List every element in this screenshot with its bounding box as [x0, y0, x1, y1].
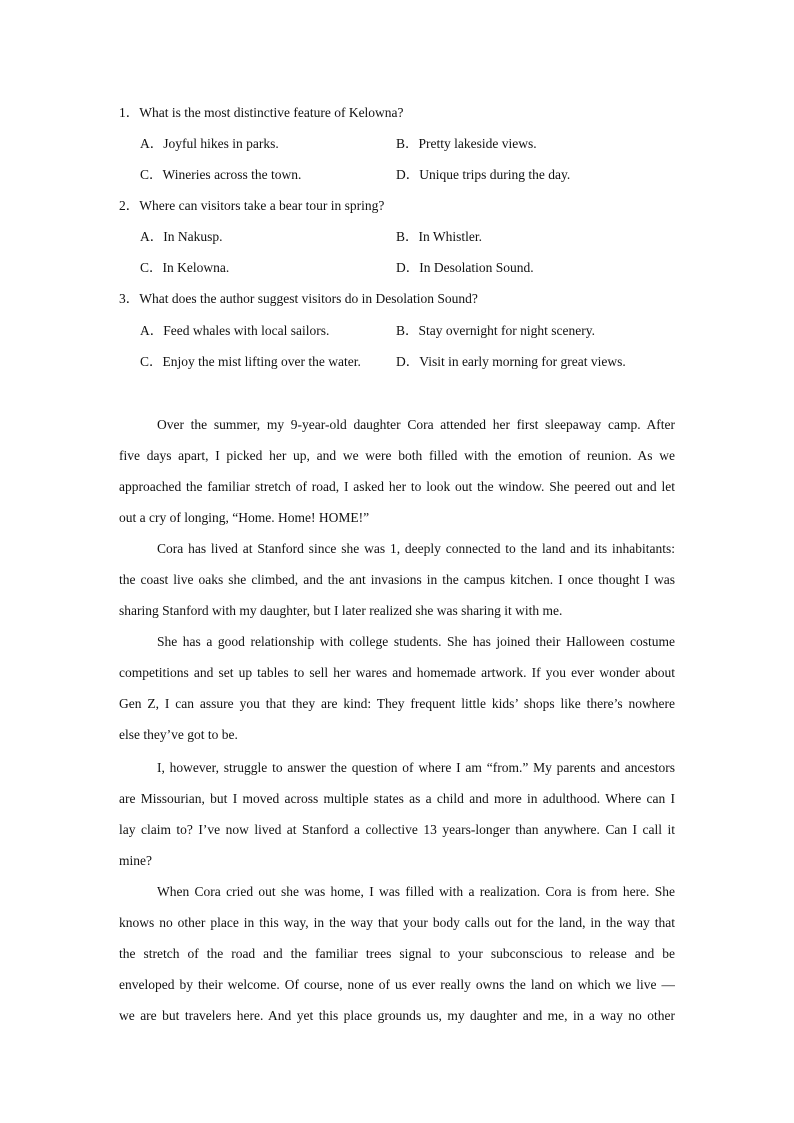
passage-line: When Cora cried out she was home, I was filled with a realization. Cora is from here. She	[157, 884, 675, 899]
passage-line: are Missourian, but I moved across multiple states as a child and more in adulthood. Where can I	[119, 791, 675, 806]
question-3-option-a: A．Feed whales with local sailors.	[140, 323, 330, 338]
question-1-option-c: C．Wineries across the town.	[140, 167, 302, 182]
passage-line: five days apart, I picked her up, and we were both filled with the emotion of reunion. As we	[119, 448, 675, 463]
passage-paragraph-2	[119, 533, 675, 626]
passage-paragraph-3	[119, 626, 675, 750]
passage-line: approached the familiar stretch of road, I asked her to look out the window. She peered out and let	[119, 479, 675, 494]
passage-line: She has a good relationship with college students. She has joined their Halloween costume	[157, 634, 675, 649]
question-3-option-d: D．Visit in early morning for great views.	[396, 354, 626, 369]
question-1-option-b: B．Pretty lakeside views.	[396, 136, 537, 151]
passage-line: lay claim to? I’ve now lived at Stanford a collective 13 years-longer than anywhere. Can I call it	[119, 822, 675, 837]
passage-paragraph-4	[119, 752, 675, 876]
passage-line: enveloped by their welcome. Of course, none of us ever really owns the land on which we live —	[119, 977, 675, 992]
question-2-stem: 2．Where can visitors take a bear tour in spring?	[119, 198, 385, 213]
passage-line: competitions and set up tables to sell her wares and homemade artwork. If you ever wonder about	[119, 665, 675, 680]
passage-line: Cora has lived at Stanford since she was 1, deeply connected to the land and its inhabitants:	[157, 541, 675, 556]
passage-paragraph-5	[119, 876, 675, 1031]
passage-paragraph-1	[119, 409, 675, 533]
question-1-option-d: D．Unique trips during the day.	[396, 167, 571, 182]
passage-line: I, however, struggle to answer the question of where I am “from.” My parents and ancestors	[157, 760, 675, 775]
passage-line: out a cry of longing, “Home. Home! HOME!”	[119, 510, 370, 525]
passage-line: sharing Stanford with my daughter, but I later realized she was sharing it with me.	[119, 603, 563, 618]
question-2-option-d: D．In Desolation Sound.	[396, 260, 534, 275]
question-1-option-a: A．Joyful hikes in parks.	[140, 136, 279, 151]
passage-line: the stretch of the road and the familiar trees signal to your subconscious to release and be	[119, 946, 675, 961]
question-3-option-b: B．Stay overnight for night scenery.	[396, 323, 595, 338]
question-2-option-a: A．In Nakusp.	[140, 229, 223, 244]
passage-line: Over the summer, my 9-year-old daughter Cora attended her first sleepaway camp. After	[157, 417, 675, 432]
passage-line: we are but travelers here. And yet this place grounds us, my daughter and me, in a way no other	[119, 1008, 675, 1023]
passage-line: the coast live oaks she climbed, and the ant invasions in the campus kitchen. I once thought I was	[119, 572, 675, 587]
question-2-option-b: B．In Whistler.	[396, 229, 482, 244]
question-3-stem: 3．What does the author suggest visitors do in Desolation Sound?	[119, 291, 478, 306]
passage-line: Gen Z, I can assure you that they are kind: They frequent little kids’ shops like there’s nowhere	[119, 696, 675, 711]
passage-line: knows no other place in this way, in the way that your body calls out for the land, in the way that	[119, 915, 675, 930]
question-2-option-c: C．In Kelowna.	[140, 260, 230, 275]
question-1-stem: 1．What is the most distinctive feature of Kelowna?	[119, 105, 404, 120]
passage-line: mine?	[119, 853, 152, 868]
question-3-option-c: C．Enjoy the mist lifting over the water.	[140, 354, 361, 369]
passage-line: else they’ve got to be.	[119, 727, 238, 742]
